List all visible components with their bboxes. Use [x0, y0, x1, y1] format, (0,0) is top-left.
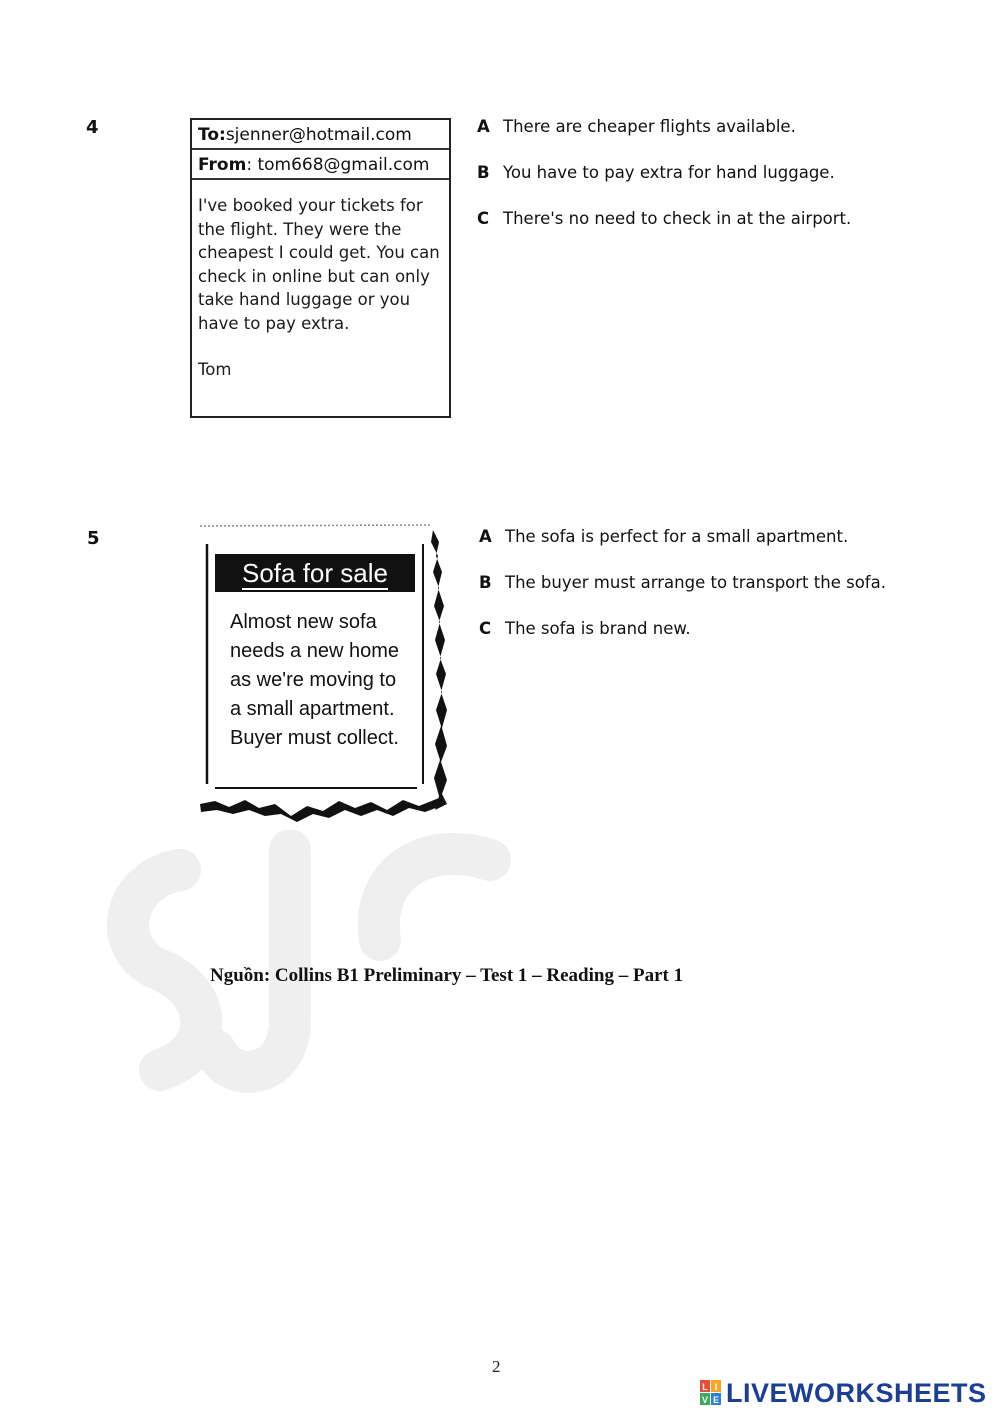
- option-text: The sofa is brand new.: [505, 619, 691, 638]
- option-letter: B: [477, 163, 490, 182]
- option-letter: B: [479, 573, 492, 592]
- question-number-4: 4: [86, 117, 99, 138]
- ad-body: [230, 608, 399, 753]
- question-number-5: 5: [87, 528, 100, 549]
- ad-body-line: Almost new sofa: [230, 611, 377, 633]
- ad-title-text: Sofa for sale: [242, 558, 388, 588]
- email-body: [192, 180, 449, 382]
- email-signature: Tom: [198, 360, 232, 379]
- email-body-line: have to pay extra.: [198, 313, 350, 333]
- page-number: 2: [492, 1357, 501, 1376]
- email-from-label: From: [198, 155, 247, 175]
- logo-letter: I: [714, 1382, 718, 1392]
- question-5-options: [479, 526, 886, 664]
- email-to-row: [192, 120, 449, 150]
- ad-title: [215, 554, 415, 592]
- email-to-value: sjenner@hotmail.com: [225, 125, 412, 145]
- logo-letter: E: [712, 1395, 720, 1405]
- option-letter: A: [479, 527, 492, 546]
- option-text: You have to pay extra for hand luggage.: [503, 163, 835, 182]
- logo-letter: V: [701, 1395, 709, 1405]
- ad-body-line: a small apartment.: [230, 698, 395, 720]
- question-4-options: [477, 116, 851, 254]
- option-c: [479, 618, 886, 664]
- option-b: [479, 572, 886, 618]
- email-from-value: : tom668@gmail.com: [246, 155, 430, 175]
- source-citation: Nguồn: Collins B1 Preliminary – Test 1 – Reading – Part 1: [210, 965, 684, 986]
- liveworksheets-brand: [700, 1378, 987, 1408]
- email-to-label: To:: [198, 125, 226, 145]
- option-text: The buyer must arrange to transport the sofa.: [505, 573, 886, 592]
- email-body-line: I've booked your tickets for: [198, 196, 423, 215]
- email-from-row: [192, 150, 449, 180]
- ad-body-line: as we're moving to: [230, 669, 397, 691]
- option-letter: A: [477, 117, 490, 136]
- option-a: [477, 116, 851, 162]
- brand-name: LIVEWORKSHEETS: [726, 1377, 987, 1408]
- email-body-line: cheapest I could get. You can: [198, 243, 440, 262]
- email-body-line: check in online but can only: [198, 266, 430, 286]
- option-letter: C: [479, 619, 492, 638]
- ad-body-line: Buyer must collect.: [230, 727, 399, 749]
- option-text: There's no need to check in at the airport.: [503, 209, 852, 228]
- option-c: [477, 208, 851, 254]
- sofa-ad: [195, 522, 465, 827]
- liveworksheets-logo-icon: [700, 1380, 722, 1406]
- option-a: [479, 526, 886, 572]
- logo-letter: L: [702, 1382, 708, 1392]
- option-b: [477, 162, 851, 208]
- email-body-line: the flight. They were the: [198, 219, 402, 239]
- option-text: There are cheaper flights available.: [503, 117, 796, 136]
- ad-body-line: needs a new home: [230, 640, 400, 662]
- option-letter: C: [477, 209, 490, 228]
- email-card: [190, 118, 451, 418]
- option-text: The sofa is perfect for a small apartment.: [505, 527, 849, 546]
- email-body-line: take hand luggage or you: [198, 290, 411, 309]
